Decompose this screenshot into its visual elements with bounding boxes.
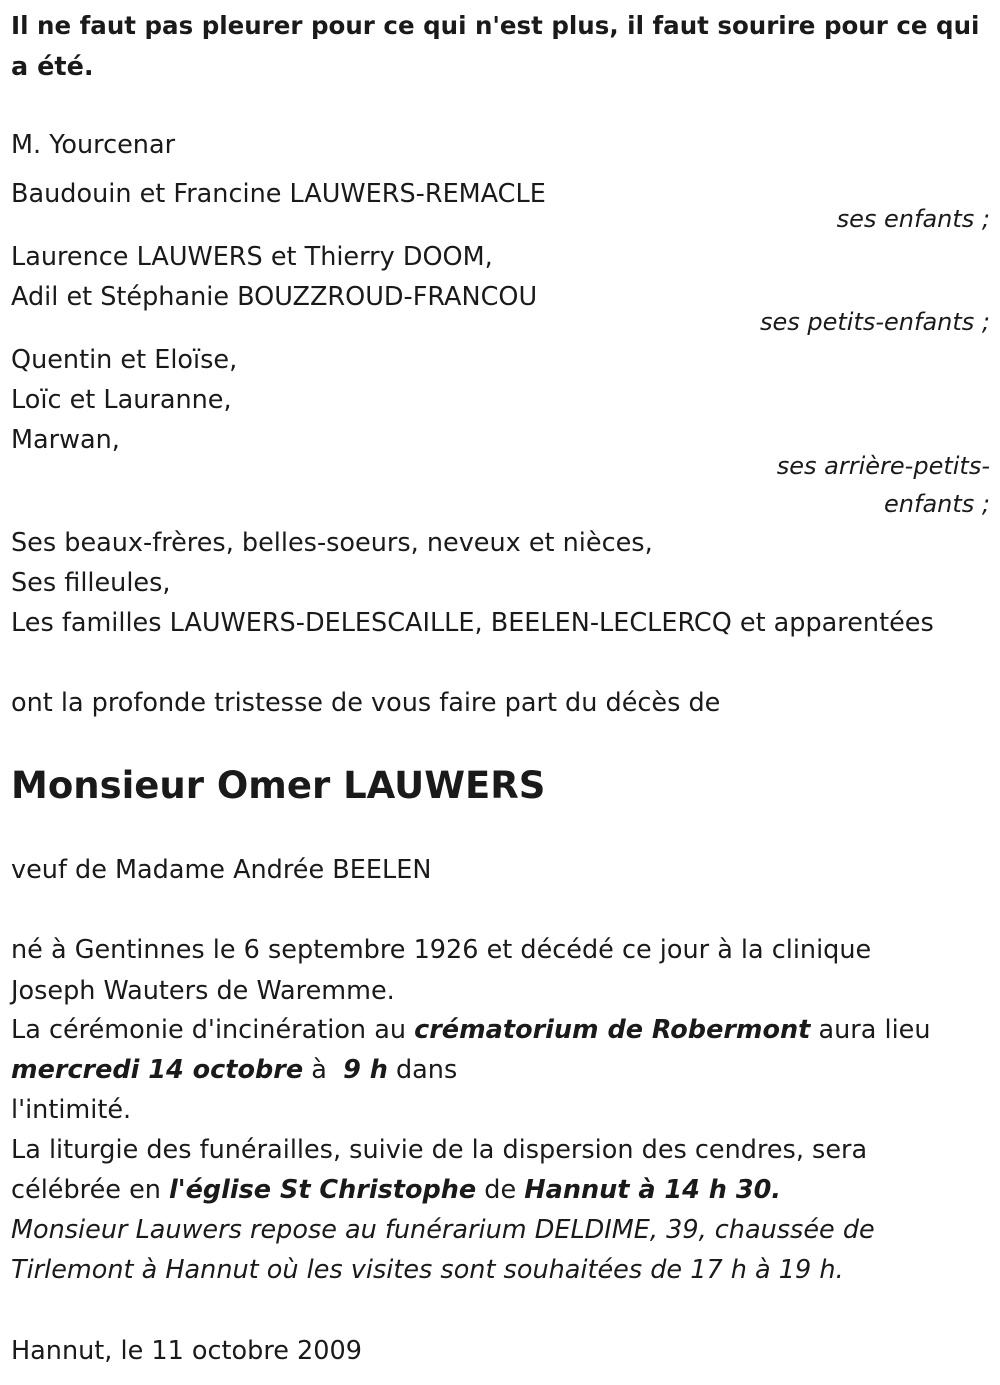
children-role: ses enfants ;: [836, 205, 990, 233]
birth-line-1: né à Gentinnes le 6 septembre 1926 et décédé ce jour à la clinique: [11, 935, 872, 965]
others-line-1: Ses beaux-frères, belles-soeurs, neveux et nièces,: [11, 528, 653, 558]
ceremony-prefix: La cérémonie d'incinération au: [11, 1015, 415, 1045]
liturgy-de: de: [476, 1175, 525, 1205]
ceremony-mid: aura lieu: [810, 1015, 931, 1045]
grandchildren-role: ses petits-enfants ;: [759, 308, 990, 336]
liturgy-place-time: Hannut à 14 h 30.: [524, 1175, 781, 1205]
great-grandchildren-line-3: Marwan,: [11, 425, 120, 455]
birth-line-2: Joseph Wauters de Waremme.: [11, 976, 395, 1006]
grandchildren-line-2: Adil et Stéphanie BOUZZROUD-FRANCOU: [11, 282, 538, 312]
place-date: Hannut, le 11 octobre 2009: [11, 1336, 362, 1366]
ceremony-line-1: [11, 1015, 931, 1045]
rest-line-1: Monsieur Lauwers repose au funérarium DELDIME, 39, chaussée de: [11, 1215, 875, 1245]
deceased-name: Monsieur Omer LAUWERS: [11, 764, 546, 807]
quote-author: M. Yourcenar: [11, 130, 176, 160]
ceremony-line-3: l'intimité.: [11, 1095, 132, 1125]
ceremony-line-2: [11, 1055, 458, 1085]
liturgy-line-2: [11, 1175, 781, 1205]
grandchildren-line-1: Laurence LAUWERS et Thierry DOOM,: [11, 242, 493, 272]
great-grandchildren-line-1: Quentin et Eloïse,: [11, 345, 238, 375]
widower-line: veuf de Madame Andrée BEELEN: [11, 855, 432, 885]
ceremony-place: crématorium de Robermont: [414, 1015, 811, 1045]
great-grandchildren-role-1: ses arrière-petits-: [776, 452, 990, 480]
ceremony-time: 9 h: [343, 1055, 388, 1085]
announcement: ont la profonde tristesse de vous faire part du décès de: [11, 688, 721, 718]
great-grandchildren-role-2: enfants ;: [884, 490, 990, 518]
others-line-3: Les familles LAUWERS-DELESCAILLE, BEELEN-LECLERCQ et apparentées: [11, 608, 934, 638]
ceremony-suffix: dans: [387, 1055, 458, 1085]
rest-line-2: Tirlemont à Hannut où les visites sont souhaitées de 17 h à 19 h.: [11, 1255, 844, 1285]
others-line-2: Ses filleules,: [11, 568, 171, 598]
quote-line-2: a été.: [11, 52, 94, 82]
ceremony-a: à: [303, 1055, 344, 1085]
quote-line-1: Il ne faut pas pleurer pour ce qui n'est plus, il faut sourire pour ce qui: [11, 11, 980, 40]
liturgy-church: l'église St Christophe: [169, 1175, 477, 1205]
great-grandchildren-line-2: Loïc et Lauranne,: [11, 385, 232, 415]
liturgy-line-1: La liturgie des funérailles, suivie de la dispersion des cendres, sera: [11, 1135, 868, 1165]
liturgy-prefix: célébrée en: [11, 1175, 170, 1205]
children-names: Baudouin et Francine LAUWERS-REMACLE: [11, 179, 546, 209]
ceremony-date: mercredi 14 octobre: [11, 1055, 304, 1085]
